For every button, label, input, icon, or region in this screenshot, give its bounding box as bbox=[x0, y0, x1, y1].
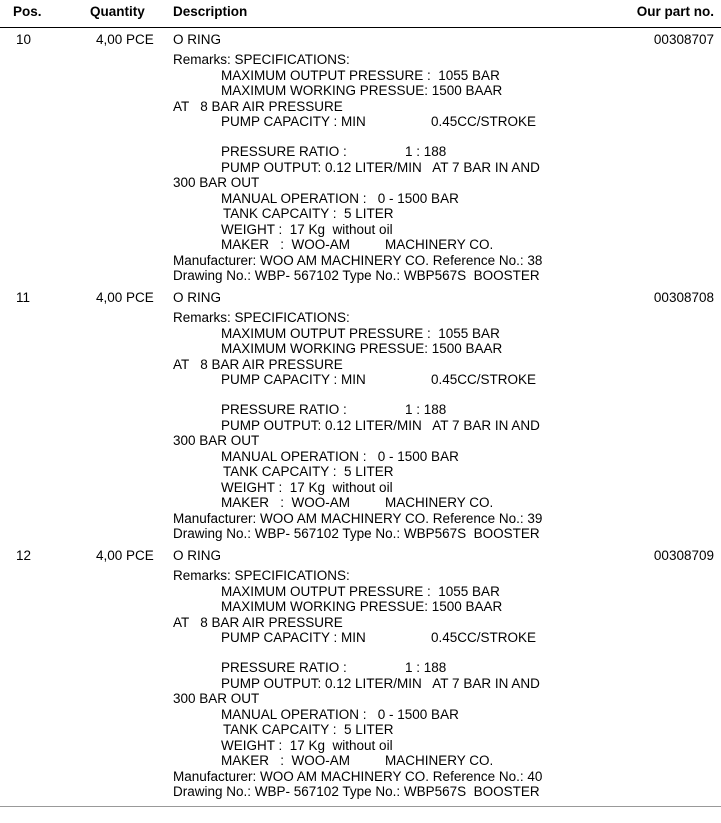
remarks-line: 0.45CC/STROKE bbox=[431, 372, 537, 387]
remarks-line: MAKER : WOO-AM bbox=[221, 495, 351, 510]
remarks-line: MAKER : WOO-AM bbox=[221, 237, 351, 252]
remarks-line: MAXIMUM OUTPUT PRESSURE : 1055 BAR bbox=[221, 325, 500, 341]
remarks-line: PRESSURE RATIO : bbox=[221, 144, 347, 159]
remarks-line: MANUAL OPERATION : 0 - 1500 BAR bbox=[221, 190, 459, 206]
remarks-line: Remarks: SPECIFICATIONS: bbox=[173, 310, 350, 325]
remarks-line: TANK CAPCAITY : 5 LITER bbox=[223, 464, 394, 479]
remarks-line: 300 BAR OUT bbox=[173, 691, 260, 706]
header-part-no: Our part no. bbox=[636, 4, 714, 19]
remarks-line: Drawing No.: WBP- 567102 Type No.: WBP567S BOOSTER bbox=[173, 526, 540, 541]
remarks-line: PUMP CAPACITY : MIN bbox=[221, 630, 366, 645]
remarks-line: Remarks: SPECIFICATIONS: bbox=[173, 568, 350, 583]
remarks-line: 300 BAR OUT bbox=[173, 175, 260, 190]
item-row bbox=[0, 290, 721, 548]
remarks-line: PUMP CAPACITY : MIN bbox=[221, 372, 366, 387]
page-bottom-rule bbox=[0, 806, 721, 807]
remarks-line: MANUAL OPERATION : 0 - 1500 BAR bbox=[221, 448, 459, 464]
remarks-line: AT 8 BAR AIR PRESSURE bbox=[173, 98, 343, 114]
remarks-line: 1 : 188 bbox=[405, 402, 447, 417]
remarks-line: AT 8 BAR AIR PRESSURE bbox=[173, 614, 343, 630]
remarks-line: MAXIMUM WORKING PRESSUE: 1500 BAAR bbox=[221, 83, 503, 98]
remarks-line: WEIGHT : 17 Kg without oil bbox=[221, 737, 393, 753]
remarks-line: MAXIMUM OUTPUT PRESSURE : 1055 BAR bbox=[221, 583, 500, 599]
remarks-line: MACHINERY CO. bbox=[385, 495, 494, 510]
item-row bbox=[0, 32, 721, 290]
remarks-line: MACHINERY CO. bbox=[385, 237, 494, 252]
remarks-line: Drawing No.: WBP- 567102 Type No.: WBP567S BOOSTER bbox=[173, 784, 540, 799]
remarks-line: 1 : 188 bbox=[405, 144, 447, 159]
remarks-line: MAXIMUM WORKING PRESSUE: 1500 BAAR bbox=[221, 341, 503, 356]
remarks-line: PUMP OUTPUT: 0.12 LITER/MIN AT 7 BAR IN AND bbox=[221, 417, 540, 433]
remarks-line: 1 : 188 bbox=[405, 660, 447, 675]
remarks-line: PUMP OUTPUT: 0.12 LITER/MIN AT 7 BAR IN AND bbox=[221, 675, 540, 691]
remarks-line: TANK CAPCAITY : 5 LITER bbox=[223, 722, 394, 737]
item-description: O RING bbox=[173, 548, 222, 563]
remarks-line: 0.45CC/STROKE bbox=[431, 630, 537, 645]
remarks-line: MANUAL OPERATION : 0 - 1500 BAR bbox=[221, 706, 459, 722]
remarks-line: MAXIMUM WORKING PRESSUE: 1500 BAAR bbox=[221, 599, 503, 614]
remarks-line: 300 BAR OUT bbox=[173, 433, 260, 448]
remarks-line: AT 8 BAR AIR PRESSURE bbox=[173, 356, 343, 372]
remarks-line: Drawing No.: WBP- 567102 Type No.: WBP567S BOOSTER bbox=[173, 268, 540, 283]
header-quantity: Quantity bbox=[90, 4, 145, 19]
remarks-line: 0.45CC/STROKE bbox=[431, 114, 537, 129]
item-quantity: 4,00 PCE bbox=[96, 548, 154, 563]
remarks-line: Remarks: SPECIFICATIONS: bbox=[173, 52, 350, 67]
remarks-line: PRESSURE RATIO : bbox=[221, 660, 347, 675]
item-part-no: 00308709 bbox=[653, 548, 714, 563]
remarks-line: WEIGHT : 17 Kg without oil bbox=[221, 221, 393, 237]
item-description: O RING bbox=[173, 290, 222, 305]
remarks-line: TANK CAPCAITY : 5 LITER bbox=[223, 206, 394, 221]
remarks-line: MACHINERY CO. bbox=[385, 753, 494, 768]
header-pos: Pos. bbox=[13, 4, 42, 19]
item-row bbox=[0, 548, 721, 806]
item-part-no: 00308707 bbox=[653, 32, 714, 47]
remarks-line: WEIGHT : 17 Kg without oil bbox=[221, 479, 393, 495]
remarks-line: PUMP OUTPUT: 0.12 LITER/MIN AT 7 BAR IN AND bbox=[221, 159, 540, 175]
table-header bbox=[0, 0, 721, 28]
remarks-line: PRESSURE RATIO : bbox=[221, 402, 347, 417]
remarks-line: Manufacturer: WOO AM MACHINERY CO. Reference No.: 40 bbox=[173, 768, 543, 784]
remarks-line: Manufacturer: WOO AM MACHINERY CO. Reference No.: 39 bbox=[173, 510, 543, 526]
item-pos: 11 bbox=[16, 290, 31, 305]
remarks-line: MAKER : WOO-AM bbox=[221, 753, 351, 768]
remarks-line: PUMP CAPACITY : MIN bbox=[221, 114, 366, 129]
item-pos: 10 bbox=[16, 32, 32, 47]
remarks-line: Manufacturer: WOO AM MACHINERY CO. Reference No.: 38 bbox=[173, 252, 543, 268]
item-quantity: 4,00 PCE bbox=[96, 32, 154, 47]
item-part-no: 00308708 bbox=[653, 290, 714, 305]
item-pos: 12 bbox=[16, 548, 32, 563]
remarks-line: MAXIMUM OUTPUT PRESSURE : 1055 BAR bbox=[221, 67, 500, 83]
item-quantity: 4,00 PCE bbox=[96, 290, 154, 305]
item-description: O RING bbox=[173, 32, 222, 47]
header-description: Description bbox=[173, 4, 248, 19]
